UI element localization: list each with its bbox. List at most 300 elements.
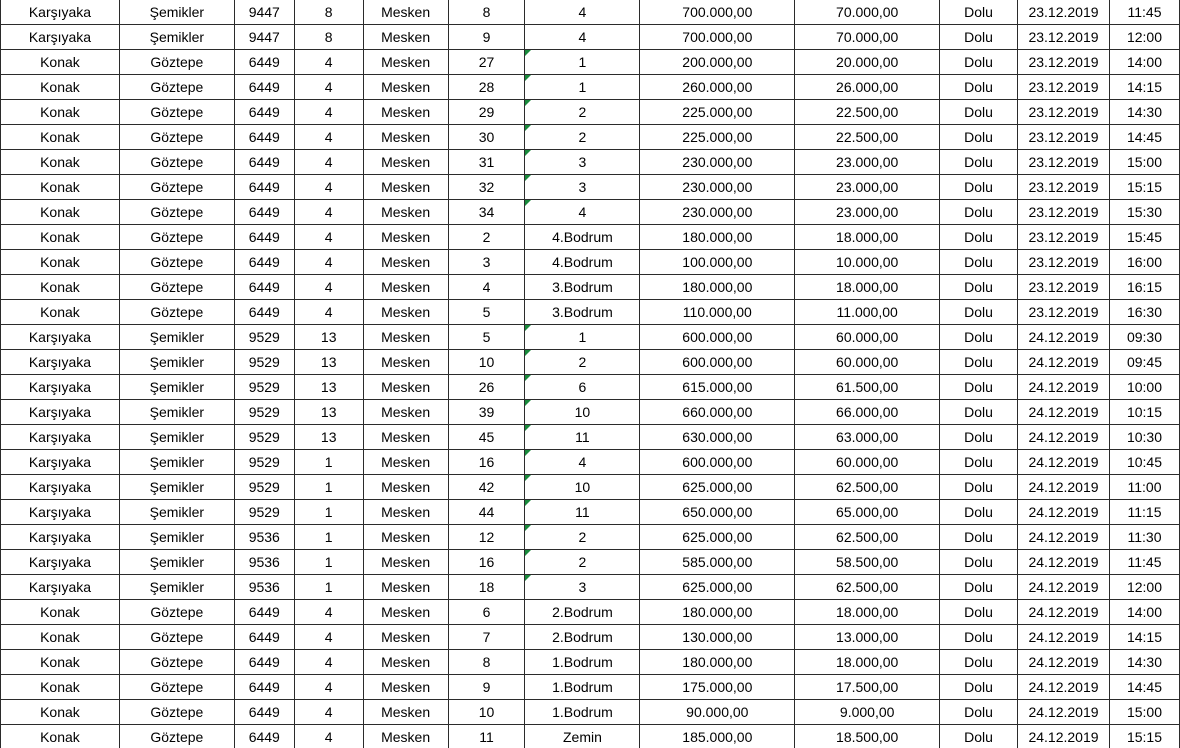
cell-parcel[interactable]: 9536 (234, 550, 294, 575)
cell-neighborhood[interactable]: Şemikler (119, 400, 234, 425)
cell-floor[interactable]: 4 (525, 200, 640, 225)
cell-deposit[interactable]: 13.000,00 (795, 625, 940, 650)
cell-district[interactable]: Karşıyaka (1, 475, 120, 500)
cell-date[interactable]: 24.12.2019 (1018, 500, 1110, 525)
cell-block[interactable]: 13 (294, 375, 363, 400)
cell-district[interactable]: Konak (1, 600, 120, 625)
cell-district[interactable]: Konak (1, 100, 120, 125)
cell-deposit[interactable]: 9.000,00 (795, 700, 940, 725)
cell-district[interactable]: Karşıyaka (1, 400, 120, 425)
cell-time[interactable]: 15:30 (1109, 200, 1179, 225)
cell-price[interactable]: 600.000,00 (640, 350, 795, 375)
cell-type[interactable]: Mesken (363, 550, 448, 575)
cell-deposit[interactable]: 60.000,00 (795, 450, 940, 475)
cell-status[interactable]: Dolu (940, 125, 1018, 150)
cell-parcel[interactable]: 6449 (234, 125, 294, 150)
cell-price[interactable]: 110.000,00 (640, 300, 795, 325)
cell-date[interactable]: 24.12.2019 (1018, 350, 1110, 375)
cell-floor[interactable]: 3 (525, 175, 640, 200)
cell-type[interactable]: Mesken (363, 725, 448, 748)
cell-block[interactable]: 4 (294, 125, 363, 150)
cell-floor[interactable]: 11 (525, 500, 640, 525)
cell-block[interactable]: 8 (294, 0, 363, 25)
cell-deposit[interactable]: 70.000,00 (795, 0, 940, 25)
cell-district[interactable]: Konak (1, 250, 120, 275)
cell-district[interactable]: Konak (1, 200, 120, 225)
cell-status[interactable]: Dolu (940, 100, 1018, 125)
cell-floor[interactable]: 1 (525, 50, 640, 75)
cell-type[interactable]: Mesken (363, 700, 448, 725)
cell-parcel[interactable]: 9529 (234, 325, 294, 350)
cell-date[interactable]: 24.12.2019 (1018, 450, 1110, 475)
cell-unit-no[interactable]: 29 (448, 100, 525, 125)
cell-status[interactable]: Dolu (940, 50, 1018, 75)
cell-parcel[interactable]: 9529 (234, 500, 294, 525)
cell-date[interactable]: 24.12.2019 (1018, 400, 1110, 425)
cell-price[interactable]: 625.000,00 (640, 475, 795, 500)
cell-block[interactable]: 4 (294, 675, 363, 700)
cell-neighborhood[interactable]: Göztepe (119, 675, 234, 700)
cell-floor[interactable]: 1.Bodrum (525, 675, 640, 700)
cell-parcel[interactable]: 6449 (234, 300, 294, 325)
cell-neighborhood[interactable]: Göztepe (119, 300, 234, 325)
cell-neighborhood[interactable]: Şemikler (119, 525, 234, 550)
cell-price[interactable]: 180.000,00 (640, 225, 795, 250)
cell-price[interactable]: 630.000,00 (640, 425, 795, 450)
cell-deposit[interactable]: 11.000,00 (795, 300, 940, 325)
cell-block[interactable]: 13 (294, 350, 363, 375)
cell-neighborhood[interactable]: Şemikler (119, 575, 234, 600)
cell-status[interactable]: Dolu (940, 650, 1018, 675)
cell-type[interactable]: Mesken (363, 250, 448, 275)
cell-parcel[interactable]: 6449 (234, 200, 294, 225)
cell-parcel[interactable]: 6449 (234, 725, 294, 748)
cell-type[interactable]: Mesken (363, 325, 448, 350)
cell-parcel[interactable]: 9529 (234, 400, 294, 425)
cell-date[interactable]: 23.12.2019 (1018, 125, 1110, 150)
cell-block[interactable]: 1 (294, 575, 363, 600)
cell-floor[interactable]: 2 (525, 125, 640, 150)
cell-time[interactable]: 14:30 (1109, 100, 1179, 125)
cell-deposit[interactable]: 63.000,00 (795, 425, 940, 450)
cell-district[interactable]: Konak (1, 225, 120, 250)
cell-time[interactable]: 09:30 (1109, 325, 1179, 350)
cell-floor[interactable]: 11 (525, 425, 640, 450)
cell-deposit[interactable]: 17.500,00 (795, 675, 940, 700)
cell-unit-no[interactable]: 5 (448, 325, 525, 350)
cell-parcel[interactable]: 9529 (234, 375, 294, 400)
cell-deposit[interactable]: 22.500,00 (795, 100, 940, 125)
cell-district[interactable]: Konak (1, 300, 120, 325)
cell-type[interactable]: Mesken (363, 225, 448, 250)
cell-type[interactable]: Mesken (363, 600, 448, 625)
cell-block[interactable]: 4 (294, 275, 363, 300)
cell-type[interactable]: Mesken (363, 100, 448, 125)
cell-neighborhood[interactable]: Göztepe (119, 150, 234, 175)
cell-type[interactable]: Mesken (363, 0, 448, 25)
cell-neighborhood[interactable]: Şemikler (119, 325, 234, 350)
cell-district[interactable]: Karşıyaka (1, 25, 120, 50)
cell-block[interactable]: 4 (294, 600, 363, 625)
cell-deposit[interactable]: 23.000,00 (795, 175, 940, 200)
cell-district[interactable]: Konak (1, 75, 120, 100)
cell-time[interactable]: 16:30 (1109, 300, 1179, 325)
cell-deposit[interactable]: 62.500,00 (795, 525, 940, 550)
cell-unit-no[interactable]: 39 (448, 400, 525, 425)
cell-district[interactable]: Konak (1, 725, 120, 748)
cell-date[interactable]: 23.12.2019 (1018, 100, 1110, 125)
cell-deposit[interactable]: 18.000,00 (795, 650, 940, 675)
cell-date[interactable]: 24.12.2019 (1018, 575, 1110, 600)
cell-floor[interactable]: 4 (525, 0, 640, 25)
cell-deposit[interactable]: 70.000,00 (795, 25, 940, 50)
cell-deposit[interactable]: 23.000,00 (795, 200, 940, 225)
cell-neighborhood[interactable]: Şemikler (119, 0, 234, 25)
cell-price[interactable]: 180.000,00 (640, 275, 795, 300)
cell-status[interactable]: Dolu (940, 450, 1018, 475)
cell-date[interactable]: 24.12.2019 (1018, 700, 1110, 725)
cell-parcel[interactable]: 9447 (234, 0, 294, 25)
cell-type[interactable]: Mesken (363, 425, 448, 450)
cell-deposit[interactable]: 62.500,00 (795, 475, 940, 500)
cell-unit-no[interactable]: 16 (448, 550, 525, 575)
cell-unit-no[interactable]: 9 (448, 675, 525, 700)
cell-floor[interactable]: 1.Bodrum (525, 650, 640, 675)
cell-floor[interactable]: 3 (525, 575, 640, 600)
cell-neighborhood[interactable]: Şemikler (119, 475, 234, 500)
cell-time[interactable]: 10:00 (1109, 375, 1179, 400)
cell-block[interactable]: 4 (294, 725, 363, 748)
cell-time[interactable]: 14:00 (1109, 50, 1179, 75)
cell-floor[interactable]: 2.Bodrum (525, 600, 640, 625)
cell-status[interactable]: Dolu (940, 575, 1018, 600)
cell-neighborhood[interactable]: Şemikler (119, 425, 234, 450)
cell-district[interactable]: Konak (1, 150, 120, 175)
cell-date[interactable]: 23.12.2019 (1018, 175, 1110, 200)
cell-block[interactable]: 1 (294, 475, 363, 500)
cell-unit-no[interactable]: 31 (448, 150, 525, 175)
cell-deposit[interactable]: 22.500,00 (795, 125, 940, 150)
cell-time[interactable]: 14:45 (1109, 675, 1179, 700)
cell-neighborhood[interactable]: Göztepe (119, 250, 234, 275)
cell-date[interactable]: 24.12.2019 (1018, 325, 1110, 350)
cell-price[interactable]: 585.000,00 (640, 550, 795, 575)
cell-block[interactable]: 1 (294, 450, 363, 475)
cell-date[interactable]: 24.12.2019 (1018, 375, 1110, 400)
cell-status[interactable]: Dolu (940, 325, 1018, 350)
cell-type[interactable]: Mesken (363, 400, 448, 425)
cell-block[interactable]: 4 (294, 175, 363, 200)
cell-status[interactable]: Dolu (940, 600, 1018, 625)
cell-price[interactable]: 650.000,00 (640, 500, 795, 525)
cell-parcel[interactable]: 9529 (234, 425, 294, 450)
cell-block[interactable]: 1 (294, 500, 363, 525)
cell-time[interactable]: 14:30 (1109, 650, 1179, 675)
cell-block[interactable]: 4 (294, 650, 363, 675)
cell-price[interactable]: 225.000,00 (640, 100, 795, 125)
cell-type[interactable]: Mesken (363, 25, 448, 50)
cell-floor[interactable]: 4.Bodrum (525, 250, 640, 275)
cell-unit-no[interactable]: 8 (448, 650, 525, 675)
cell-status[interactable]: Dolu (940, 200, 1018, 225)
cell-deposit[interactable]: 60.000,00 (795, 350, 940, 375)
cell-neighborhood[interactable]: Şemikler (119, 500, 234, 525)
cell-time[interactable]: 09:45 (1109, 350, 1179, 375)
cell-block[interactable]: 8 (294, 25, 363, 50)
cell-floor[interactable]: 4.Bodrum (525, 225, 640, 250)
cell-block[interactable]: 4 (294, 150, 363, 175)
cell-parcel[interactable]: 9536 (234, 525, 294, 550)
cell-status[interactable]: Dolu (940, 350, 1018, 375)
cell-time[interactable]: 11:00 (1109, 475, 1179, 500)
cell-district[interactable]: Konak (1, 275, 120, 300)
cell-date[interactable]: 23.12.2019 (1018, 300, 1110, 325)
cell-unit-no[interactable]: 10 (448, 700, 525, 725)
cell-unit-no[interactable]: 6 (448, 600, 525, 625)
cell-floor[interactable]: 6 (525, 375, 640, 400)
cell-unit-no[interactable]: 5 (448, 300, 525, 325)
cell-parcel[interactable]: 6449 (234, 675, 294, 700)
cell-district[interactable]: Karşıyaka (1, 575, 120, 600)
cell-time[interactable]: 15:00 (1109, 150, 1179, 175)
cell-type[interactable]: Mesken (363, 50, 448, 75)
cell-status[interactable]: Dolu (940, 475, 1018, 500)
cell-floor[interactable]: Zemin (525, 725, 640, 748)
cell-time[interactable]: 11:30 (1109, 525, 1179, 550)
cell-type[interactable]: Mesken (363, 300, 448, 325)
cell-block[interactable]: 4 (294, 75, 363, 100)
cell-neighborhood[interactable]: Göztepe (119, 125, 234, 150)
cell-neighborhood[interactable]: Göztepe (119, 225, 234, 250)
cell-parcel[interactable]: 6449 (234, 175, 294, 200)
cell-time[interactable]: 14:15 (1109, 75, 1179, 100)
cell-price[interactable]: 230.000,00 (640, 150, 795, 175)
cell-status[interactable]: Dolu (940, 625, 1018, 650)
cell-deposit[interactable]: 62.500,00 (795, 575, 940, 600)
cell-unit-no[interactable]: 3 (448, 250, 525, 275)
cell-unit-no[interactable]: 27 (448, 50, 525, 75)
cell-floor[interactable]: 1 (525, 325, 640, 350)
cell-date[interactable]: 23.12.2019 (1018, 225, 1110, 250)
cell-deposit[interactable]: 61.500,00 (795, 375, 940, 400)
cell-parcel[interactable]: 6449 (234, 700, 294, 725)
cell-unit-no[interactable]: 16 (448, 450, 525, 475)
cell-status[interactable]: Dolu (940, 400, 1018, 425)
cell-price[interactable]: 230.000,00 (640, 175, 795, 200)
cell-parcel[interactable]: 9529 (234, 350, 294, 375)
cell-date[interactable]: 24.12.2019 (1018, 550, 1110, 575)
cell-floor[interactable]: 3.Bodrum (525, 275, 640, 300)
cell-date[interactable]: 24.12.2019 (1018, 675, 1110, 700)
cell-time[interactable]: 12:00 (1109, 25, 1179, 50)
cell-status[interactable]: Dolu (940, 375, 1018, 400)
cell-status[interactable]: Dolu (940, 675, 1018, 700)
cell-district[interactable]: Karşıyaka (1, 0, 120, 25)
cell-unit-no[interactable]: 9 (448, 25, 525, 50)
cell-deposit[interactable]: 66.000,00 (795, 400, 940, 425)
cell-date[interactable]: 24.12.2019 (1018, 725, 1110, 748)
cell-price[interactable]: 180.000,00 (640, 600, 795, 625)
cell-floor[interactable]: 4 (525, 450, 640, 475)
cell-price[interactable]: 600.000,00 (640, 450, 795, 475)
cell-floor[interactable]: 10 (525, 475, 640, 500)
cell-floor[interactable]: 4 (525, 25, 640, 50)
cell-block[interactable]: 13 (294, 400, 363, 425)
cell-date[interactable]: 23.12.2019 (1018, 75, 1110, 100)
cell-type[interactable]: Mesken (363, 75, 448, 100)
cell-price[interactable]: 200.000,00 (640, 50, 795, 75)
cell-price[interactable]: 100.000,00 (640, 250, 795, 275)
cell-neighborhood[interactable]: Şemikler (119, 25, 234, 50)
cell-type[interactable]: Mesken (363, 175, 448, 200)
cell-block[interactable]: 4 (294, 250, 363, 275)
cell-date[interactable]: 23.12.2019 (1018, 25, 1110, 50)
cell-unit-no[interactable]: 11 (448, 725, 525, 748)
cell-parcel[interactable]: 6449 (234, 50, 294, 75)
cell-block[interactable]: 13 (294, 425, 363, 450)
cell-district[interactable]: Karşıyaka (1, 325, 120, 350)
cell-neighborhood[interactable]: Göztepe (119, 625, 234, 650)
cell-time[interactable]: 14:00 (1109, 600, 1179, 625)
cell-unit-no[interactable]: 44 (448, 500, 525, 525)
cell-deposit[interactable]: 65.000,00 (795, 500, 940, 525)
cell-unit-no[interactable]: 32 (448, 175, 525, 200)
cell-block[interactable]: 4 (294, 300, 363, 325)
cell-status[interactable]: Dolu (940, 500, 1018, 525)
cell-date[interactable]: 23.12.2019 (1018, 0, 1110, 25)
cell-type[interactable]: Mesken (363, 500, 448, 525)
cell-parcel[interactable]: 9529 (234, 450, 294, 475)
cell-neighborhood[interactable]: Göztepe (119, 600, 234, 625)
cell-price[interactable]: 225.000,00 (640, 125, 795, 150)
cell-block[interactable]: 4 (294, 625, 363, 650)
cell-price[interactable]: 230.000,00 (640, 200, 795, 225)
cell-status[interactable]: Dolu (940, 0, 1018, 25)
cell-neighborhood[interactable]: Şemikler (119, 375, 234, 400)
cell-district[interactable]: Karşıyaka (1, 500, 120, 525)
cell-unit-no[interactable]: 4 (448, 275, 525, 300)
cell-date[interactable]: 24.12.2019 (1018, 650, 1110, 675)
cell-status[interactable]: Dolu (940, 425, 1018, 450)
cell-neighborhood[interactable]: Göztepe (119, 100, 234, 125)
cell-district[interactable]: Karşıyaka (1, 350, 120, 375)
cell-unit-no[interactable]: 34 (448, 200, 525, 225)
cell-price[interactable]: 185.000,00 (640, 725, 795, 748)
cell-type[interactable]: Mesken (363, 200, 448, 225)
cell-deposit[interactable]: 18.000,00 (795, 600, 940, 625)
cell-time[interactable]: 15:15 (1109, 725, 1179, 748)
cell-deposit[interactable]: 18.000,00 (795, 275, 940, 300)
cell-price[interactable]: 90.000,00 (640, 700, 795, 725)
cell-type[interactable]: Mesken (363, 125, 448, 150)
cell-parcel[interactable]: 6449 (234, 100, 294, 125)
cell-type[interactable]: Mesken (363, 475, 448, 500)
cell-parcel[interactable]: 6449 (234, 250, 294, 275)
cell-deposit[interactable]: 58.500,00 (795, 550, 940, 575)
cell-deposit[interactable]: 26.000,00 (795, 75, 940, 100)
cell-district[interactable]: Konak (1, 700, 120, 725)
cell-date[interactable]: 23.12.2019 (1018, 200, 1110, 225)
cell-neighborhood[interactable]: Göztepe (119, 725, 234, 748)
cell-status[interactable]: Dolu (940, 75, 1018, 100)
cell-unit-no[interactable]: 12 (448, 525, 525, 550)
cell-floor[interactable]: 3.Bodrum (525, 300, 640, 325)
cell-district[interactable]: Karşıyaka (1, 525, 120, 550)
cell-deposit[interactable]: 23.000,00 (795, 150, 940, 175)
cell-time[interactable]: 12:00 (1109, 575, 1179, 600)
cell-floor[interactable]: 2 (525, 100, 640, 125)
cell-unit-no[interactable]: 10 (448, 350, 525, 375)
cell-date[interactable]: 24.12.2019 (1018, 475, 1110, 500)
cell-neighborhood[interactable]: Göztepe (119, 275, 234, 300)
cell-time[interactable]: 15:00 (1109, 700, 1179, 725)
cell-date[interactable]: 23.12.2019 (1018, 50, 1110, 75)
cell-deposit[interactable]: 18.000,00 (795, 225, 940, 250)
cell-district[interactable]: Konak (1, 125, 120, 150)
cell-parcel[interactable]: 6449 (234, 625, 294, 650)
cell-type[interactable]: Mesken (363, 650, 448, 675)
cell-district[interactable]: Karşıyaka (1, 550, 120, 575)
cell-price[interactable]: 600.000,00 (640, 325, 795, 350)
cell-price[interactable]: 660.000,00 (640, 400, 795, 425)
cell-date[interactable]: 23.12.2019 (1018, 275, 1110, 300)
cell-block[interactable]: 4 (294, 200, 363, 225)
cell-price[interactable]: 625.000,00 (640, 525, 795, 550)
cell-unit-no[interactable]: 30 (448, 125, 525, 150)
cell-status[interactable]: Dolu (940, 25, 1018, 50)
cell-price[interactable]: 130.000,00 (640, 625, 795, 650)
cell-neighborhood[interactable]: Şemikler (119, 350, 234, 375)
cell-status[interactable]: Dolu (940, 175, 1018, 200)
cell-neighborhood[interactable]: Göztepe (119, 50, 234, 75)
cell-floor[interactable]: 1 (525, 75, 640, 100)
cell-price[interactable]: 625.000,00 (640, 575, 795, 600)
cell-unit-no[interactable]: 18 (448, 575, 525, 600)
cell-deposit[interactable]: 20.000,00 (795, 50, 940, 75)
cell-time[interactable]: 14:15 (1109, 625, 1179, 650)
cell-district[interactable]: Konak (1, 650, 120, 675)
cell-date[interactable]: 24.12.2019 (1018, 525, 1110, 550)
cell-unit-no[interactable]: 2 (448, 225, 525, 250)
cell-time[interactable]: 10:30 (1109, 425, 1179, 450)
cell-time[interactable]: 14:45 (1109, 125, 1179, 150)
cell-parcel[interactable]: 9536 (234, 575, 294, 600)
cell-date[interactable]: 23.12.2019 (1018, 150, 1110, 175)
cell-time[interactable]: 11:15 (1109, 500, 1179, 525)
cell-type[interactable]: Mesken (363, 525, 448, 550)
cell-status[interactable]: Dolu (940, 275, 1018, 300)
cell-status[interactable]: Dolu (940, 700, 1018, 725)
cell-block[interactable]: 4 (294, 50, 363, 75)
cell-status[interactable]: Dolu (940, 225, 1018, 250)
cell-date[interactable]: 23.12.2019 (1018, 250, 1110, 275)
cell-time[interactable]: 10:45 (1109, 450, 1179, 475)
cell-floor[interactable]: 2 (525, 525, 640, 550)
cell-unit-no[interactable]: 28 (448, 75, 525, 100)
cell-neighborhood[interactable]: Göztepe (119, 700, 234, 725)
cell-parcel[interactable]: 6449 (234, 225, 294, 250)
cell-type[interactable]: Mesken (363, 275, 448, 300)
cell-district[interactable]: Karşıyaka (1, 375, 120, 400)
cell-parcel[interactable]: 6449 (234, 150, 294, 175)
cell-neighborhood[interactable]: Göztepe (119, 650, 234, 675)
cell-unit-no[interactable]: 42 (448, 475, 525, 500)
cell-type[interactable]: Mesken (363, 675, 448, 700)
cell-time[interactable]: 16:00 (1109, 250, 1179, 275)
cell-price[interactable]: 180.000,00 (640, 650, 795, 675)
cell-price[interactable]: 175.000,00 (640, 675, 795, 700)
cell-neighborhood[interactable]: Göztepe (119, 75, 234, 100)
